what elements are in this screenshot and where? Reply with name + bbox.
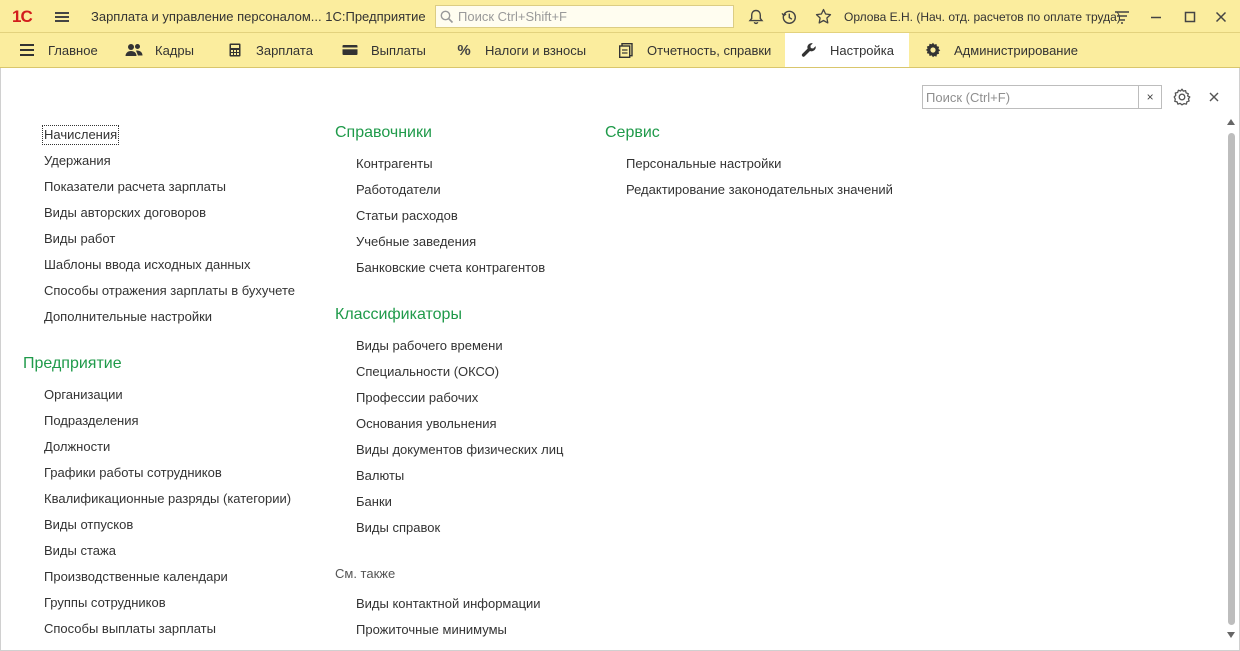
bell-icon [748, 9, 764, 25]
link-counterparty-bank-accounts[interactable]: Банковские счета контрагентов [356, 260, 546, 275]
maximize-button[interactable] [1179, 0, 1201, 33]
tab-label: Отчетность, справки [647, 42, 772, 58]
link-contact-info-types[interactable]: Виды контактной информации [356, 596, 541, 611]
link-organizations[interactable]: Организации [44, 387, 123, 402]
link-author-contracts[interactable]: Виды авторских договоров [44, 205, 207, 220]
tab-payments[interactable] [341, 33, 426, 67]
group-title-enterprise: Предприятие [23, 355, 122, 372]
link-educational-institutions[interactable]: Учебные заведения [356, 234, 477, 249]
link-seniority-types[interactable]: Виды стажа [44, 543, 116, 558]
gear-icon [924, 42, 942, 58]
scroll-down-button[interactable] [1226, 630, 1236, 640]
panel-settings-button[interactable] [1172, 87, 1192, 107]
clear-search-button[interactable] [1138, 86, 1161, 108]
panel-search[interactable] [922, 85, 1162, 109]
link-subsistence-minimums[interactable]: Прожиточные минимумы [356, 622, 507, 637]
main-menu-button[interactable] [55, 0, 73, 33]
tab-label: Зарплата [256, 42, 313, 58]
link-specialties[interactable]: Специальности (ОКСО) [356, 364, 500, 379]
close-window-button[interactable] [1210, 0, 1232, 33]
arrow-down-icon [1227, 632, 1235, 638]
calculator-icon [226, 43, 244, 57]
history-button[interactable] [778, 0, 800, 33]
settings-menu-button[interactable] [1111, 0, 1133, 33]
link-expense-items[interactable]: Статьи расходов [356, 208, 458, 223]
tab-reports[interactable] [617, 33, 771, 67]
reports-icon [617, 43, 635, 58]
tab-label: Главное [48, 42, 98, 58]
minimize-icon [1150, 11, 1162, 23]
close-icon [1209, 92, 1219, 102]
link-vacation-types[interactable]: Виды отпусков [44, 517, 134, 532]
link-input-templates[interactable]: Шаблоны ввода исходных данных [44, 257, 251, 272]
tab-label: Администрирование [954, 42, 1078, 58]
scroll-up-button[interactable] [1226, 117, 1236, 127]
favorites-button[interactable] [812, 0, 834, 33]
link-work-types[interactable]: Виды работ [44, 231, 116, 246]
link-salary-indicators[interactable]: Показатели расчета зарплаты [44, 179, 226, 194]
link-counterparties[interactable]: Контрагенты [356, 156, 433, 171]
link-additional-settings[interactable]: Дополнительные настройки [44, 309, 213, 324]
group-title-directories: Справочники [335, 124, 432, 141]
link-accounting-methods[interactable]: Способы отражения зарплаты в бухучете [44, 283, 295, 298]
group-title-see-also: См. также [335, 566, 396, 581]
vertical-scrollbar-thumb[interactable] [1228, 133, 1235, 625]
link-departments[interactable]: Подразделения [44, 413, 139, 428]
gear-icon [1173, 88, 1191, 106]
users-icon [125, 43, 143, 57]
wallet-icon [341, 44, 359, 56]
settings-panel [0, 68, 1240, 651]
link-deductions[interactable]: Удержания [44, 153, 111, 168]
link-positions[interactable]: Должности [44, 439, 111, 454]
app-title: Зарплата и управление персоналом... 1С:Предприятие [91, 9, 426, 24]
tab-label: Налоги и взносы [485, 42, 587, 58]
clear-icon: × [1146, 90, 1154, 104]
global-search-input[interactable] [454, 9, 718, 24]
group-title-service: Сервис [605, 124, 660, 141]
tab-personnel[interactable] [125, 33, 194, 67]
close-panel-button[interactable] [1205, 87, 1223, 107]
tab-administration[interactable] [924, 33, 1078, 67]
sections-panel [0, 33, 1240, 68]
percent-icon: % [457, 41, 471, 59]
tab-main[interactable] [18, 33, 98, 67]
wrench-icon [800, 42, 818, 58]
link-accruals[interactable]: Начисления [44, 127, 118, 142]
link-banks[interactable]: Банки [356, 494, 392, 509]
app-logo: 1С [12, 6, 32, 26]
link-currencies[interactable]: Валюты [356, 468, 405, 483]
tab-settings[interactable] [785, 33, 909, 67]
menu-icon [55, 12, 69, 22]
menu-icon [18, 44, 36, 56]
panel-search-input[interactable] [923, 86, 1138, 108]
group-title-classifiers: Классификаторы [335, 306, 462, 323]
link-payment-methods[interactable]: Способы выплаты зарплаты [44, 621, 216, 636]
link-legislative-values[interactable]: Редактирование законодательных значений [626, 182, 893, 197]
tab-salary[interactable] [226, 33, 313, 67]
link-certificate-types[interactable]: Виды справок [356, 520, 441, 535]
link-personal-settings[interactable]: Персональные настройки [626, 156, 782, 171]
history-icon [781, 9, 797, 25]
link-work-schedules[interactable]: Графики работы сотрудников [44, 465, 222, 480]
title-bar [0, 0, 1240, 33]
tab-taxes[interactable] [455, 33, 586, 67]
settings-menu-icon [1114, 10, 1130, 24]
link-qualification-grades[interactable]: Квалификационные разряды (категории) [44, 491, 292, 506]
search-icon [440, 10, 454, 24]
link-employee-groups[interactable]: Группы сотрудников [44, 595, 166, 610]
link-id-document-types[interactable]: Виды документов физических лиц [356, 442, 564, 457]
link-dismissal-grounds[interactable]: Основания увольнения [356, 416, 497, 431]
tab-label: Выплаты [371, 42, 426, 58]
global-search[interactable] [435, 5, 734, 28]
link-employers[interactable]: Работодатели [356, 182, 441, 197]
current-user[interactable]: Орлова Е.Н. (Нач. отд. расчетов по оплате труда) [844, 9, 1121, 24]
minimize-button[interactable] [1145, 0, 1167, 33]
maximize-icon [1184, 11, 1196, 23]
star-icon [815, 8, 832, 25]
tab-label: Кадры [155, 42, 194, 58]
close-icon [1215, 11, 1227, 23]
notifications-button[interactable] [745, 0, 767, 33]
link-working-time-types[interactable]: Виды рабочего времени [356, 338, 503, 353]
arrow-up-icon [1227, 119, 1235, 125]
link-worker-professions[interactable]: Профессии рабочих [356, 390, 479, 405]
link-production-calendars[interactable]: Производственные календари [44, 569, 228, 584]
tab-label: Настройка [830, 42, 894, 58]
